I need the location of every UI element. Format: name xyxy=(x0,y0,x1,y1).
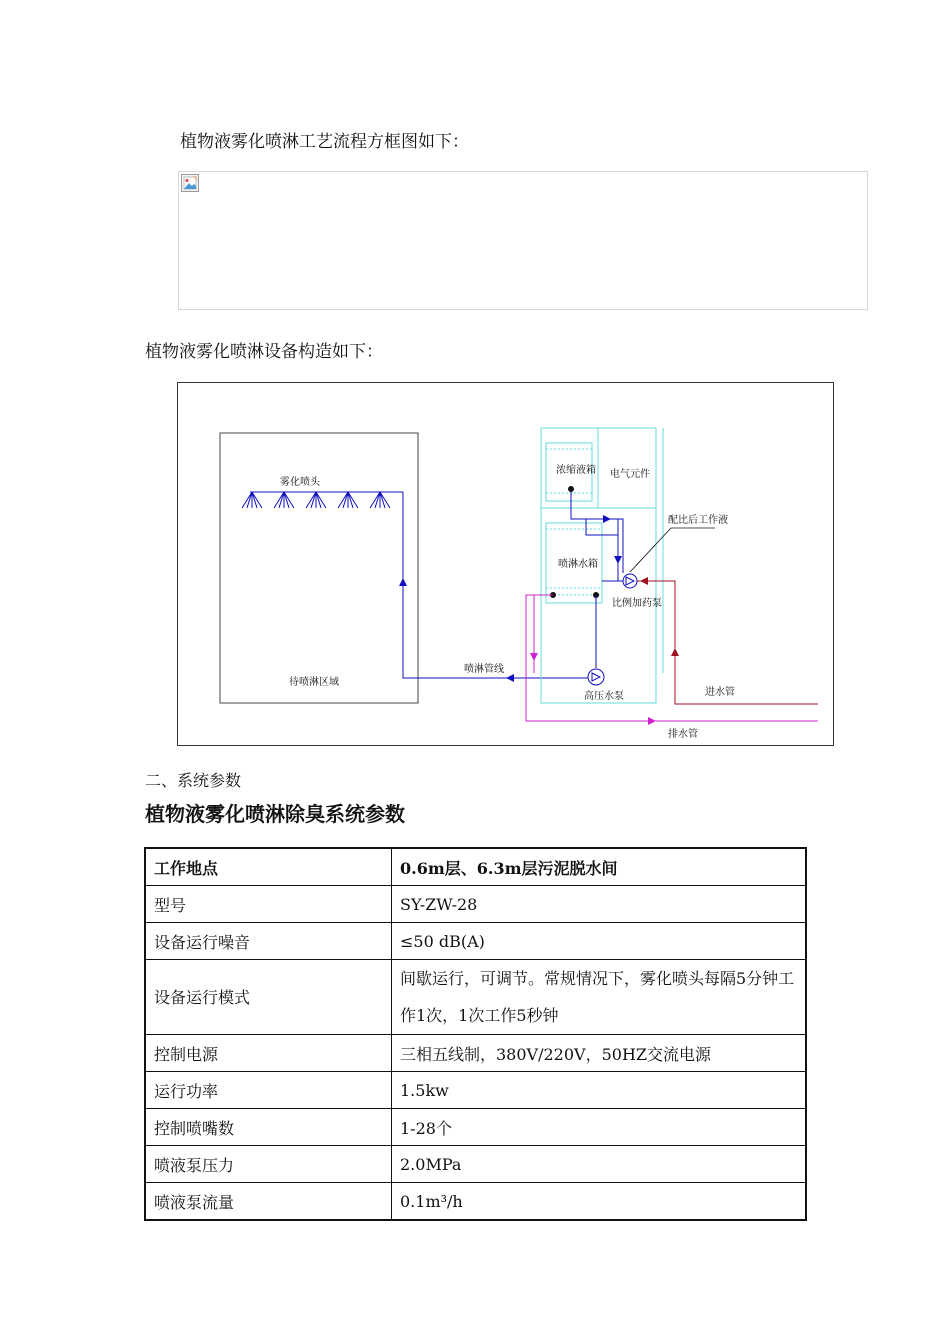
flow-caption: 植物液雾化喷淋工艺流程方框图如下： xyxy=(180,132,469,152)
nozzle-group xyxy=(242,492,390,508)
param-value: ≤50 dB(A) xyxy=(392,923,807,960)
param-value: 0.1m³/h xyxy=(392,1183,807,1221)
label-drain-pipe: 排水管 xyxy=(668,729,698,740)
label-ratio-pump: 比例加药泵 xyxy=(612,598,662,609)
param-key: 控制电源 xyxy=(145,1035,392,1072)
label-spray-pipe: 喷淋管线 xyxy=(464,664,504,675)
flow-diagram-placeholder xyxy=(178,171,868,310)
table-row xyxy=(145,1146,806,1183)
param-key: 喷液泵压力 xyxy=(145,1146,392,1183)
param-value: SY-ZW-28 xyxy=(392,886,807,923)
valve-dot xyxy=(568,486,574,492)
param-key: 喷液泵流量 xyxy=(145,1183,392,1221)
table-row xyxy=(145,848,806,886)
table-row xyxy=(145,1035,806,1072)
param-key: 设备运行噪音 xyxy=(145,923,392,960)
drain-pipe xyxy=(526,595,818,721)
spray-pipeline xyxy=(403,492,588,678)
label-mixed-liquid: 配比后工作液 xyxy=(668,515,728,526)
parameter-table xyxy=(144,847,807,1221)
table-row xyxy=(145,1072,806,1109)
param-value: 三相五线制，380V/220V，50HZ交流电源 xyxy=(392,1035,807,1072)
section-heading: 二、系统参数 xyxy=(145,771,242,790)
high-pressure-pump-icon xyxy=(588,669,604,685)
param-key: 型号 xyxy=(145,886,392,923)
label-spray-tank: 喷淋水箱 xyxy=(558,559,598,570)
param-value: 0.6m层、6.3m层污泥脱水间 xyxy=(392,848,807,886)
param-key: 工作地点 xyxy=(145,848,392,886)
param-value: 1-28个 xyxy=(392,1109,807,1146)
inlet-pipe xyxy=(637,581,818,704)
table-row xyxy=(145,1109,806,1146)
param-value: 1.5kw xyxy=(392,1072,807,1109)
spray-area-box xyxy=(220,433,418,703)
table-row xyxy=(145,1183,806,1221)
broken-image-icon xyxy=(181,174,199,192)
label-nozzles: 雾化喷头 xyxy=(280,477,320,488)
table-row xyxy=(145,886,806,923)
label-inlet-pipe: 进水管 xyxy=(705,687,735,698)
structure-caption: 植物液雾化喷淋设备构造如下： xyxy=(145,342,383,362)
table-row xyxy=(145,960,806,1035)
param-key: 运行功率 xyxy=(145,1072,392,1109)
label-electrical: 电气元件 xyxy=(610,469,650,480)
label-hp-pump: 高压水泵 xyxy=(584,691,624,702)
table-title: 植物液雾化喷淋除臭系统参数 xyxy=(145,802,405,826)
equipment-structure-diagram xyxy=(177,382,834,746)
label-spray-area: 待喷淋区域 xyxy=(289,677,339,688)
label-concentrate-tank: 浓缩液箱 xyxy=(556,465,596,476)
param-key: 控制喷嘴数 xyxy=(145,1109,392,1146)
param-value: 间歇运行，可调节。常规情况下，雾化喷头每隔5分钟工作1次，1次工作5秒钟 xyxy=(392,960,807,1035)
param-value: 2.0MPa xyxy=(392,1146,807,1183)
table-row xyxy=(145,923,806,960)
param-key: 设备运行模式 xyxy=(145,960,392,1035)
